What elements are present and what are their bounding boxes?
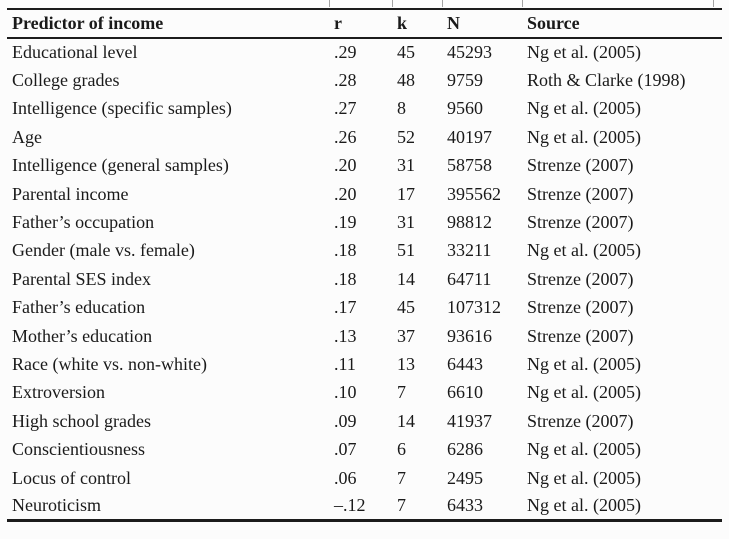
cell-r: .13 xyxy=(334,325,357,346)
table-row xyxy=(7,435,722,463)
cell-source: Strenze (2007) xyxy=(527,212,634,233)
cell-predictor: Race (white vs. non-white) xyxy=(12,353,207,374)
cell-r: .18 xyxy=(334,268,357,289)
cell-k: 14 xyxy=(397,268,415,289)
cell-k: 13 xyxy=(397,353,415,374)
cell-r: .27 xyxy=(334,98,357,119)
cell-n: 2495 xyxy=(447,467,483,488)
table-row xyxy=(7,492,722,520)
cell-source: Ng et al. (2005) xyxy=(527,467,641,488)
cell-predictor: High school grades xyxy=(12,410,151,431)
cell-source: Strenze (2007) xyxy=(527,325,634,346)
cell-predictor: Parental income xyxy=(12,183,129,204)
cell-r: .07 xyxy=(334,439,357,460)
cell-source: Ng et al. (2005) xyxy=(527,439,641,460)
table-row xyxy=(7,407,722,435)
cell-n: 6286 xyxy=(447,439,483,460)
cell-n: 9759 xyxy=(447,70,483,91)
cell-k: 8 xyxy=(397,98,406,119)
table-row xyxy=(7,237,722,265)
cell-predictor: Mother’s education xyxy=(12,325,153,346)
table-row xyxy=(7,294,722,322)
cell-r: .26 xyxy=(334,126,357,147)
cell-n: 45293 xyxy=(447,42,492,63)
cell-k: 6 xyxy=(397,439,406,460)
table-row xyxy=(7,265,722,293)
cell-k: 52 xyxy=(397,126,415,147)
cell-k: 31 xyxy=(397,155,415,176)
cell-predictor: Intelligence (specific samples) xyxy=(12,98,232,119)
cell-k: 17 xyxy=(397,183,415,204)
cell-predictor: Locus of control xyxy=(12,467,131,488)
table-row xyxy=(7,95,722,123)
cell-predictor: Educational level xyxy=(12,42,138,63)
cell-predictor: Parental SES index xyxy=(12,268,151,289)
cell-k: 7 xyxy=(397,467,406,488)
cell-n: 33211 xyxy=(447,240,492,261)
cell-n: 6610 xyxy=(447,382,483,403)
table-row xyxy=(7,180,722,208)
table-row xyxy=(7,123,722,151)
cell-predictor: Age xyxy=(12,126,42,147)
predictors-of-income-table xyxy=(7,8,722,522)
scan-column-tick xyxy=(442,0,443,7)
cell-predictor: Father’s occupation xyxy=(12,212,155,233)
cell-source: Strenze (2007) xyxy=(527,410,634,431)
table-body xyxy=(7,38,722,521)
header-row xyxy=(7,9,722,38)
cell-predictor: Gender (male vs. female) xyxy=(12,240,195,261)
cell-r: .06 xyxy=(334,467,357,488)
cell-predictor: Extroversion xyxy=(12,382,105,403)
cell-source: Ng et al. (2005) xyxy=(527,98,641,119)
cell-n: 6443 xyxy=(447,353,483,374)
cell-predictor: College grades xyxy=(12,70,120,91)
cell-source: Strenze (2007) xyxy=(527,183,634,204)
cell-n: 93616 xyxy=(447,325,492,346)
cell-source: Ng et al. (2005) xyxy=(527,382,641,403)
table-row xyxy=(7,379,722,407)
cell-r: .10 xyxy=(334,382,357,403)
cell-k: 14 xyxy=(397,410,415,431)
cell-source: Ng et al. (2005) xyxy=(527,42,641,63)
cell-source: Strenze (2007) xyxy=(527,155,634,176)
cell-n: 64711 xyxy=(447,268,492,289)
cell-source: Ng et al. (2005) xyxy=(527,126,641,147)
column-header-source: Source xyxy=(522,9,722,38)
cell-source: Ng et al. (2005) xyxy=(527,353,641,374)
column-header-predictor: Predictor of income xyxy=(7,9,329,38)
cell-k: 51 xyxy=(397,240,415,261)
cell-k: 7 xyxy=(397,495,406,516)
cell-n: 58758 xyxy=(447,155,492,176)
table-row xyxy=(7,66,722,94)
cell-n: 41937 xyxy=(447,410,492,431)
cell-k: 48 xyxy=(397,70,415,91)
cell-r: .28 xyxy=(334,70,357,91)
cell-predictor: Neuroticism xyxy=(12,495,101,516)
cell-r: .11 xyxy=(334,353,356,374)
cell-r: –.12 xyxy=(334,495,366,516)
table-row xyxy=(7,464,722,492)
cell-r: .18 xyxy=(334,240,357,261)
cell-r: .29 xyxy=(334,42,357,63)
scan-column-tick xyxy=(329,0,330,7)
cell-source: Strenze (2007) xyxy=(527,297,634,318)
table-row xyxy=(7,322,722,350)
cell-n: 9560 xyxy=(447,98,483,119)
table-row xyxy=(7,350,722,378)
cell-n: 98812 xyxy=(447,212,492,233)
cell-k: 7 xyxy=(397,382,406,403)
table-header xyxy=(7,9,722,38)
scan-column-tick xyxy=(713,0,714,7)
cell-source: Strenze (2007) xyxy=(527,268,634,289)
cell-n: 40197 xyxy=(447,126,492,147)
cell-source: Ng et al. (2005) xyxy=(527,495,641,516)
scan-column-tick xyxy=(522,0,523,7)
cell-predictor: Conscientiousness xyxy=(12,439,145,460)
cell-r: .09 xyxy=(334,410,357,431)
cell-source: Ng et al. (2005) xyxy=(527,240,641,261)
cell-k: 45 xyxy=(397,42,415,63)
cell-r: .20 xyxy=(334,183,357,204)
cell-predictor: Father’s education xyxy=(12,297,146,318)
column-header-k: k xyxy=(392,9,442,38)
cell-n: 107312 xyxy=(447,297,501,318)
cell-k: 45 xyxy=(397,297,415,318)
cell-n: 395562 xyxy=(447,183,501,204)
cell-r: .17 xyxy=(334,297,357,318)
table-row xyxy=(7,38,722,66)
cell-k: 37 xyxy=(397,325,415,346)
column-header-r: r xyxy=(329,9,392,38)
table-row xyxy=(7,208,722,236)
cell-r: .19 xyxy=(334,212,357,233)
cell-predictor: Intelligence (general samples) xyxy=(12,155,229,176)
column-header-n: N xyxy=(442,9,522,38)
cell-r: .20 xyxy=(334,155,357,176)
table-row xyxy=(7,152,722,180)
cell-source: Roth & Clarke (1998) xyxy=(527,70,686,91)
cell-k: 31 xyxy=(397,212,415,233)
cell-n: 6433 xyxy=(447,495,483,516)
scan-column-tick xyxy=(392,0,393,7)
